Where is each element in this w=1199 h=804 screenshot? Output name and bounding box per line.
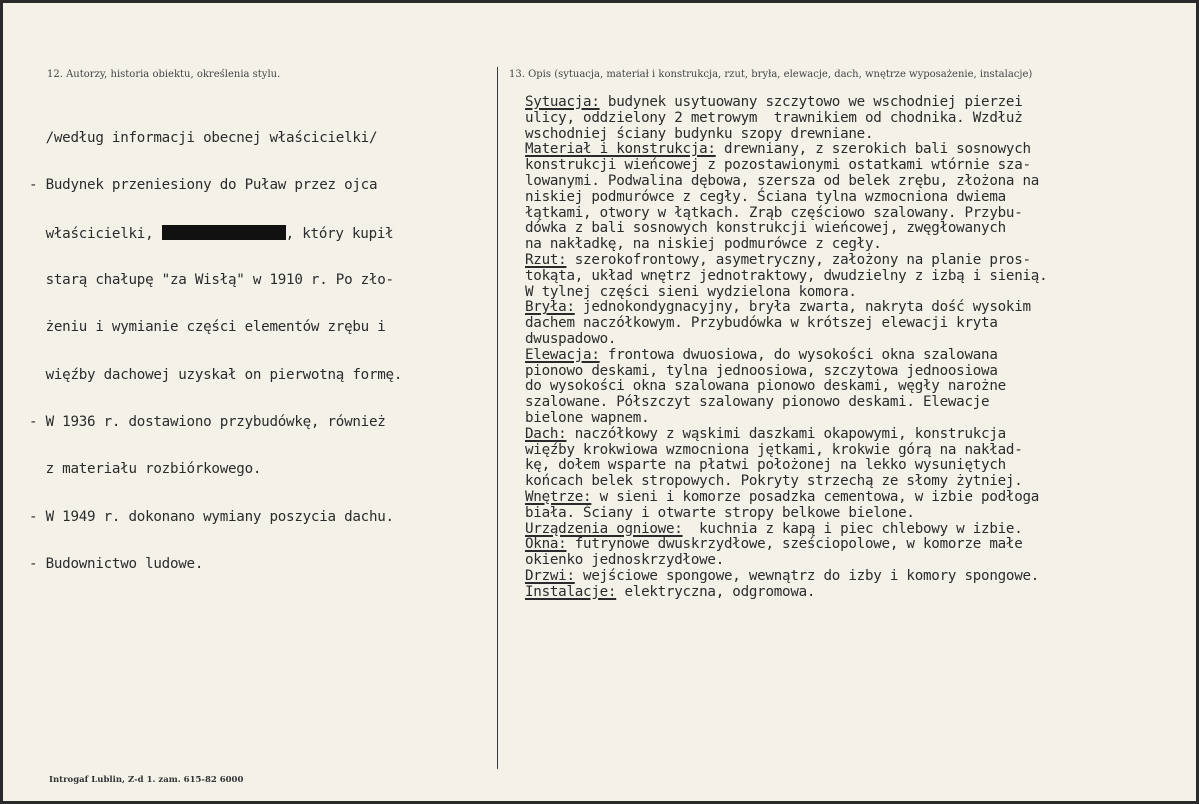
section-label: Instalacje:	[525, 583, 617, 600]
history-text	[29, 99, 402, 605]
description-text-run: biała. Ściany i otwarte stropy belkowe bielone.	[525, 504, 915, 521]
history-line: z materiału rozbiórkowego.	[29, 461, 262, 478]
description-line	[525, 285, 1047, 301]
section-label: Drzwi:	[525, 567, 575, 584]
section-label: Bryła:	[525, 299, 575, 316]
description-text-run: drewniany, z szerokich bali sosnowych	[715, 141, 1031, 158]
description-text-run: tokąta, układ wnętrz jednotraktowy, dwudzielny z izbą i sienią.	[525, 267, 1048, 284]
description-text-run: konstrukcji wieńcowej z pozostawionymi ostatkami wtórnie sza-	[525, 157, 1031, 174]
description-line	[525, 537, 1047, 553]
section-label: Urządzenia ogniowe:	[525, 520, 683, 537]
description-text-run: bielone wapnem.	[525, 409, 650, 426]
description-text-run: więźby krokwiowa wzmocniona jętkami, krokwie górą na nakład-	[525, 441, 1023, 458]
description-text-run: końcach belek stropowych. Pokryty strzechą ze słomy żytniej.	[525, 473, 1023, 490]
section-12-header: 12. Autorzy, historia obiektu, określenia stylu.	[47, 69, 281, 80]
description-line	[525, 95, 1047, 111]
description-text-run: lowanymi. Podwalina dębowa, szersza od belek zrębu, złożona na	[525, 172, 1040, 189]
section-label: Elewacja:	[525, 346, 600, 363]
description-text-run: okienko jednoskrzydłowe.	[525, 552, 724, 569]
history-line: żeniu i wymianie części elementów zrębu i	[29, 319, 386, 336]
section-13-header: 13. Opis (sytuacja, materiał i konstrukcja, rzut, bryła, elewacje, dach, wnętrze wyposażenie, instalacje)	[509, 69, 1033, 80]
description-text-run: frontowa dwuosiowa, do wysokości okna szalowana	[599, 346, 998, 363]
history-line-redacted	[29, 225, 402, 241]
description-line	[525, 158, 1047, 174]
section-label: Wnętrze:	[525, 488, 592, 505]
description-line	[525, 127, 1047, 143]
section-label: Sytuacja:	[525, 94, 600, 110]
history-line: - W 1936 r. dostawiono przybudówkę, również	[29, 413, 386, 430]
column-divider	[497, 67, 498, 769]
description-text	[525, 95, 1047, 601]
description-line	[525, 585, 1047, 601]
history-line: starą chałupę "za Wisłą" w 1910 r. Po zło-	[29, 271, 394, 288]
description-line	[525, 522, 1047, 538]
section-label: Okna:	[525, 536, 567, 553]
description-line	[525, 316, 1047, 332]
section-label: Materiał i konstrukcja:	[525, 141, 716, 158]
section-label: Rzut:	[525, 251, 567, 268]
description-line	[525, 443, 1047, 459]
document-sheet	[3, 3, 1196, 801]
description-text-run: budynek usytuowany szczytowo we wschodniej pierzei	[599, 94, 1023, 110]
description-line	[525, 506, 1047, 522]
description-text-run: szalowane. Półszczyt szalowany pionowo deskami. Elewacje	[525, 394, 990, 411]
description-text-run: łątkami, otwory w łątkach. Zrąb częściowo szalowany. Przybu-	[525, 204, 1023, 221]
description-line	[525, 206, 1047, 222]
description-text-run: naczółkowy z wąskimi daszkami okapowymi, konstrukcja	[566, 425, 1006, 442]
history-line: więźby dachowej uzyskał on pierwotną formę.	[29, 366, 403, 383]
description-line	[525, 569, 1047, 585]
description-line	[525, 111, 1047, 127]
description-text-run: dwuspadowo.	[525, 330, 617, 347]
description-line	[525, 553, 1047, 569]
description-text-run: elektryczna, odgromowa.	[616, 583, 816, 600]
history-line-start: właścicielki,	[29, 226, 162, 243]
description-text-run: wejściowe spongowe, wewnątrz do izby i komory spongowe.	[574, 567, 1040, 584]
description-text-run: wschodniej ściany budynku szopy drewniane.	[525, 125, 874, 142]
description-line	[525, 269, 1047, 285]
description-line	[525, 142, 1047, 158]
description-text-run: niskiej podmurówce z cegły. Ściana tylna wzmocniona dwiema	[525, 188, 1006, 205]
description-line	[525, 174, 1047, 190]
description-text-run: w sieni i komorze posadzka cementowa, w izbie podłoga	[591, 488, 1040, 505]
description-line	[525, 395, 1047, 411]
description-text-run: ulicy, oddzielony 2 metrowym trawnikiem od chodnika. Wzdłuż	[525, 109, 1023, 126]
history-line-end: , który kupił	[285, 226, 394, 243]
history-line: - W 1949 r. dokonano wymiany poszycia dachu.	[29, 508, 394, 525]
description-text-run: kę, dołem wsparte na płatwi położonej na lekko wysuniętych	[525, 457, 1006, 474]
description-text-run: dówka z bali sosnowych konstrukcji wieńcowej, zwęgłowanych	[525, 220, 1006, 237]
description-line	[525, 364, 1047, 380]
history-line: /według informacji obecnej właścicielki/	[29, 129, 378, 146]
description-text-run: do wysokości okna szalowana pionowo deskami, węgły narożne	[525, 378, 1006, 395]
description-line	[525, 427, 1047, 443]
description-line	[525, 300, 1047, 316]
description-text-run: pionowo deskami, tylna jednoosiowa, szczytowa jednoosiowa	[525, 362, 998, 379]
description-line	[525, 490, 1047, 506]
description-text-run: kuchnia z kapą i piec chlebowy w izbie.	[682, 520, 1023, 537]
description-text-run: dachem naczółkowym. Przybudówka w krótszej elewacji kryta	[525, 315, 998, 332]
description-line	[525, 190, 1047, 206]
description-line	[525, 253, 1047, 269]
description-text-run: szerokofrontowy, asymetryczny, założony na planie pros-	[566, 251, 1031, 268]
description-line	[525, 348, 1047, 364]
description-line	[525, 237, 1047, 253]
history-line: - Budownictwo ludowe.	[29, 556, 204, 573]
redaction-block	[162, 225, 286, 240]
description-text-run: futrynowe dwuskrzydłowe, sześciopolowe, w komorze małe	[566, 536, 1023, 553]
description-line	[525, 332, 1047, 348]
history-line: - Budynek przeniesiony do Puław przez ojca	[29, 176, 378, 193]
description-text-run: jednokondygnacyjny, bryła zwarta, nakryta dość wysokim	[574, 299, 1031, 316]
printer-imprint: Introgaf Lublin, Z-d 1. zam. 615-82 6000	[49, 775, 244, 785]
description-line	[525, 474, 1047, 490]
description-text-run: na nakładkę, na niskiej podmurówce z cegły.	[525, 236, 882, 253]
description-line	[525, 458, 1047, 474]
description-line	[525, 411, 1047, 427]
description-text-run: W tylnej części sieni wydzielona komora.	[525, 283, 857, 300]
description-line	[525, 379, 1047, 395]
description-line	[525, 221, 1047, 237]
section-label: Dach:	[525, 425, 567, 442]
